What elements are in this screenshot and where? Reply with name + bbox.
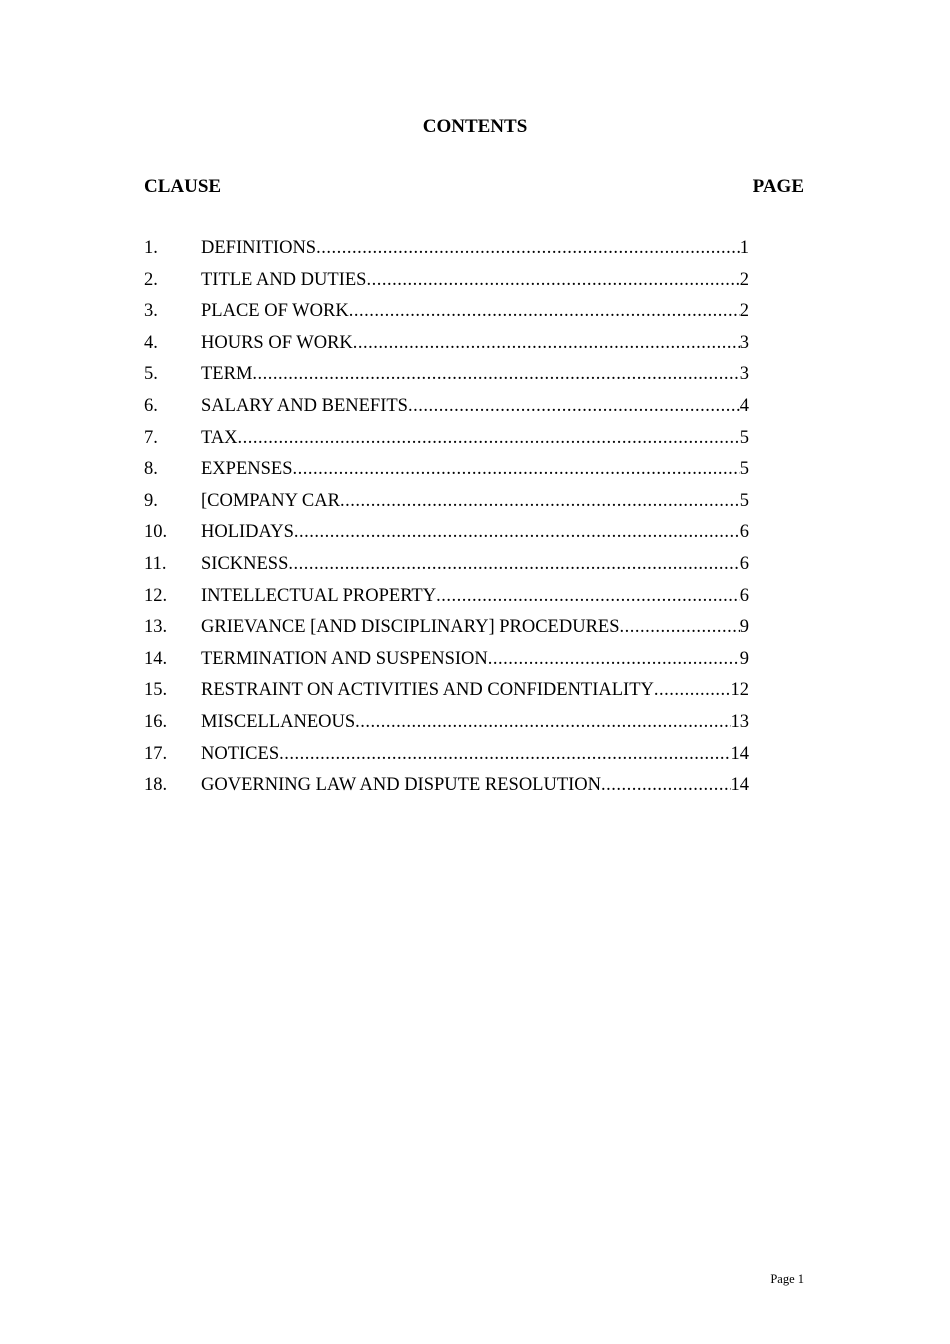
toc-entry-label: HOLIDAYS <box>201 522 294 543</box>
toc-entry-number: 8. <box>144 459 158 480</box>
toc-entry-number: 11. <box>144 553 167 574</box>
toc-entry-label: DEFINITIONS <box>201 238 317 258</box>
toc-entry[interactable] <box>144 647 749 679</box>
dot-leader <box>252 362 739 386</box>
toc-entry[interactable] <box>144 584 749 616</box>
toc-entry[interactable] <box>144 236 749 268</box>
toc-entry-number: 17. <box>144 743 168 764</box>
toc-entry[interactable] <box>144 773 749 805</box>
toc-entry-number: 9. <box>144 490 158 511</box>
toc-entry-page: 9 <box>739 648 749 669</box>
toc-entry-page: 6 <box>739 585 749 606</box>
toc-entry-page: 14 <box>730 775 749 796</box>
toc-entry[interactable] <box>144 742 749 774</box>
toc-entry-number: 10. <box>144 522 168 543</box>
toc-entry-page: 3 <box>739 332 749 353</box>
dot-leader <box>279 742 730 766</box>
toc-entry-label: INTELLECTUAL PROPERTY <box>201 585 437 606</box>
page-title: CONTENTS <box>422 116 528 137</box>
toc-entry-label: PLACE OF WORK <box>201 301 349 322</box>
toc-entry-number: 7. <box>144 427 158 448</box>
toc-entry-number: 14. <box>144 648 168 669</box>
dot-leader <box>340 489 740 513</box>
toc-entry-page: 9 <box>739 617 749 638</box>
dot-leader <box>366 268 739 292</box>
toc-entry[interactable] <box>144 552 749 584</box>
toc-entry-page: 6 <box>739 553 749 574</box>
toc-entry-page: 2 <box>739 301 749 322</box>
toc-entry-number: 5. <box>144 364 158 385</box>
toc-entry-page: 2 <box>739 269 749 290</box>
page-column-header: PAGE <box>752 176 804 197</box>
toc-entry-page: 3 <box>739 364 749 385</box>
dot-leader <box>654 678 731 702</box>
dot-leader <box>488 647 740 671</box>
toc-entry[interactable] <box>144 331 749 363</box>
dot-leader <box>288 552 739 576</box>
toc-entry-number: 15. <box>144 680 168 701</box>
toc-entry[interactable] <box>144 710 749 742</box>
dot-leader <box>349 299 740 323</box>
dot-leader <box>316 236 740 260</box>
toc-entry-page: 5 <box>739 459 749 480</box>
dot-leader <box>355 710 730 734</box>
dot-leader <box>620 615 740 639</box>
toc-entry-number: 12. <box>144 585 168 606</box>
toc-entry-number: 2. <box>144 269 158 290</box>
page-number-footer: Page 1 <box>770 1272 804 1286</box>
toc-entry-label: TAX <box>201 427 238 448</box>
dot-leader <box>436 584 740 608</box>
toc-entry-page: 5 <box>739 427 749 448</box>
toc-entry-label: TERM <box>201 364 253 385</box>
toc-entry-page: 1 <box>739 238 749 258</box>
toc-entry-page: 14 <box>730 743 749 764</box>
toc-header <box>144 175 804 199</box>
toc-entry-label: RESTRAINT ON ACTIVITIES AND CONFIDENTIALITY <box>201 680 654 701</box>
toc-entry[interactable] <box>144 394 749 426</box>
toc-entry[interactable] <box>144 520 749 552</box>
toc-entry-page: 13 <box>730 711 749 732</box>
toc-entry-number: 1. <box>144 238 158 258</box>
toc-entry-label: [COMPANY CAR <box>201 490 340 511</box>
toc-entry-label: HOURS OF WORK <box>201 332 353 353</box>
toc-entry-number: 13. <box>144 617 168 638</box>
toc-entry-label: MISCELLANEOUS <box>201 711 356 732</box>
toc-entry[interactable] <box>144 489 749 521</box>
toc-entry-label: GOVERNING LAW AND DISPUTE RESOLUTION <box>201 775 602 796</box>
toc-entry-number: 6. <box>144 395 158 416</box>
dot-leader <box>294 520 740 544</box>
toc-entry-number: 16. <box>144 711 168 732</box>
table-of-contents <box>144 236 749 805</box>
toc-entry-label: NOTICES <box>201 743 280 764</box>
toc-entry[interactable] <box>144 457 749 489</box>
dot-leader <box>408 394 740 418</box>
clause-column-header: CLAUSE <box>144 176 222 197</box>
toc-entry[interactable] <box>144 615 749 647</box>
toc-entry-page: 4 <box>739 395 749 416</box>
toc-entry-page: 6 <box>739 522 749 543</box>
toc-entry-number: 4. <box>144 332 158 353</box>
dot-leader <box>293 457 740 481</box>
toc-entry-label: TERMINATION AND SUSPENSION <box>201 648 488 669</box>
toc-entry[interactable] <box>144 268 749 300</box>
toc-entry-page: 5 <box>739 490 749 511</box>
dot-leader <box>238 426 740 450</box>
toc-entry-label: SALARY AND BENEFITS <box>201 395 408 416</box>
toc-entry[interactable] <box>144 299 749 331</box>
dot-leader <box>353 331 740 355</box>
toc-entry-number: 3. <box>144 301 158 322</box>
toc-entry-label: SICKNESS <box>201 553 289 574</box>
toc-entry[interactable] <box>144 678 749 710</box>
toc-entry-label: EXPENSES <box>201 459 293 480</box>
toc-entry-number: 18. <box>144 775 168 796</box>
toc-entry[interactable] <box>144 362 749 394</box>
toc-entry-page: 12 <box>730 680 749 701</box>
toc-entry-label: TITLE AND DUTIES <box>201 269 367 290</box>
toc-entry[interactable] <box>144 426 749 458</box>
dot-leader <box>601 773 730 797</box>
toc-entry-label: GRIEVANCE [AND DISCIPLINARY] PROCEDURES <box>201 617 620 638</box>
